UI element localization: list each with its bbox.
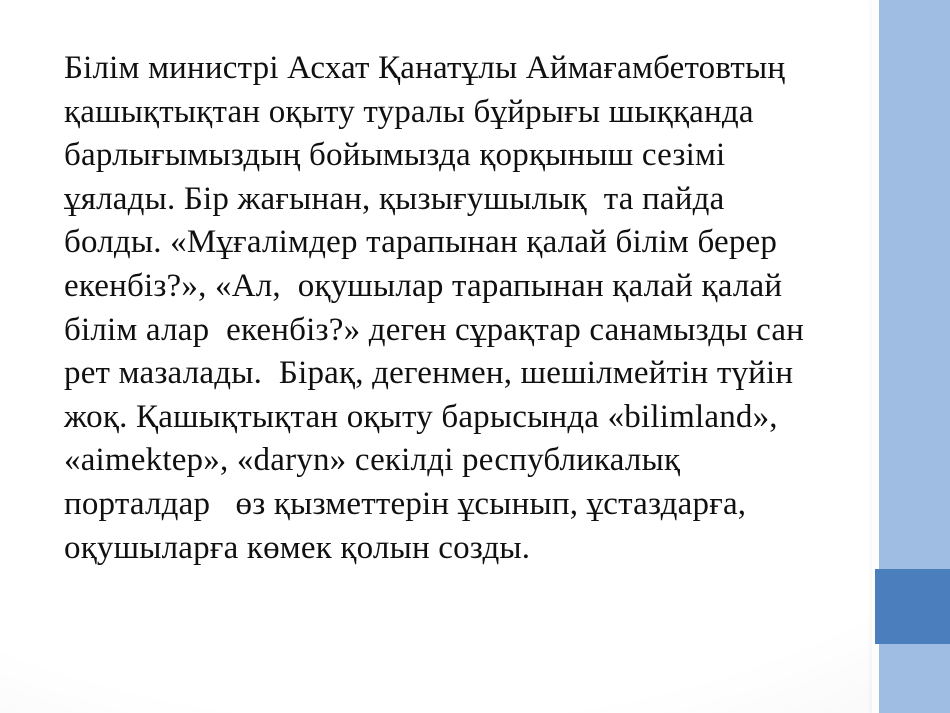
text-line: қашықтықтан оқыту туралы бұйрығы шыққанда bbox=[64, 93, 754, 130]
text-line: барлығымыздың бойымызда қорқыныш сезімі bbox=[64, 137, 726, 174]
text-line: болды. «Мұғалімдер тарапынан қалай білім берер bbox=[64, 224, 778, 261]
text-line: оқушыларға көмек қолын созды. bbox=[64, 529, 531, 566]
accent-block bbox=[875, 569, 950, 644]
text-line: жоқ. Қашықтықтан оқыту барысында «bilimland», bbox=[64, 398, 778, 435]
text-line: порталдар өз қызметтерін ұсынып, ұстаздарға, bbox=[64, 485, 747, 522]
text-line: «aimektep», «daryn» секілді республикалық bbox=[64, 442, 681, 479]
text-line: білім алар екенбіз?» деген сұрақтар санамызды сан bbox=[64, 311, 805, 348]
text-line: екенбіз?», «Ал, оқушылар тарапынан қалай қалай bbox=[64, 267, 783, 304]
text-line: Білім министрі Асхат Қанатұлы Аймағамбетовтың bbox=[64, 50, 786, 86]
body-text bbox=[64, 47, 884, 570]
text-line: рет мазалады. Бірақ, дегенмен, шешілмейтін түйін bbox=[64, 355, 794, 392]
text-line: ұялады. Бір жағынан, қызығушылық та пайда bbox=[64, 180, 725, 217]
